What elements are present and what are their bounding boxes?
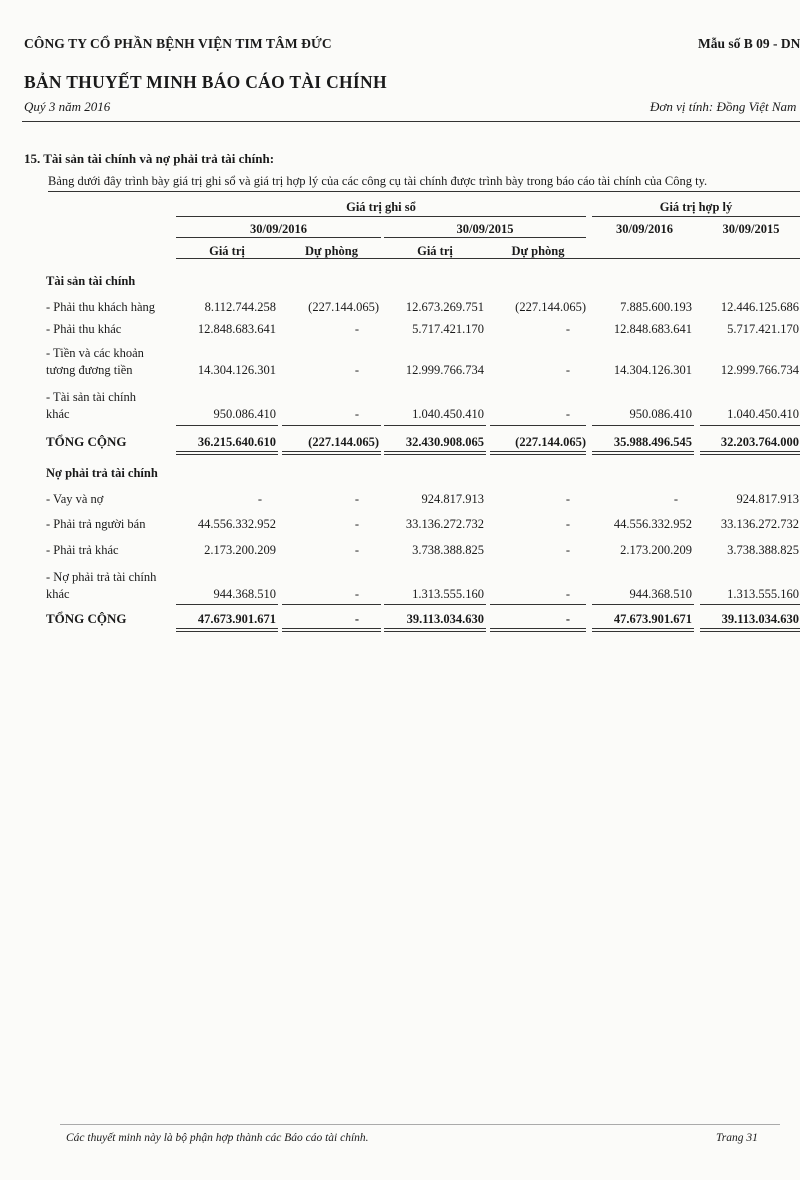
total-cell: 39.113.034.630 — [721, 612, 799, 626]
cell-value: 5.717.421.170 — [412, 322, 484, 336]
row-label: - Nợ phải trả tài chính — [46, 570, 157, 584]
total-double-rule — [282, 451, 381, 452]
total-cell: 47.673.901.671 — [197, 612, 276, 626]
cell-value: 14.304.126.301 — [613, 363, 692, 377]
cell-value: - — [565, 322, 570, 336]
cell-value: - — [354, 543, 359, 557]
total-double-rule — [384, 631, 486, 632]
date-2016-underline — [176, 237, 381, 238]
cell-value: 44.556.332.952 — [613, 517, 692, 531]
assets-group-title: Tài sản tài chính — [46, 274, 136, 288]
total-double-rule — [700, 451, 800, 452]
cell-value: 7.885.600.193 — [620, 300, 692, 314]
subtotal-rule — [592, 604, 694, 605]
header-date-2015: 30/09/2015 — [456, 222, 514, 236]
cell-value: 44.556.332.952 — [197, 517, 276, 531]
subtotal-rule — [700, 425, 800, 426]
page-number: Trang 31 — [716, 1132, 758, 1144]
header-fair-value: Giá trị hợp lý — [659, 200, 733, 214]
header-fair-date-2016: 30/09/2016 — [616, 222, 673, 236]
cell-value: - — [565, 517, 570, 531]
report-period: Quý 3 năm 2016 — [24, 99, 111, 114]
carrying-underline — [176, 216, 586, 217]
column-header-underline — [176, 258, 800, 259]
total-cell: 39.113.034.630 — [406, 612, 484, 626]
cell-value: 2.173.200.209 — [204, 543, 276, 557]
total-cell: - — [565, 612, 570, 626]
header-col-provision-2015: Dự phòng — [511, 244, 565, 258]
cell-value: - — [354, 407, 359, 421]
cell-value: - — [565, 492, 570, 506]
cell-value: 12.848.683.641 — [613, 322, 692, 336]
total-double-rule — [700, 628, 800, 629]
total-double-rule — [384, 628, 486, 629]
cell-value: 14.304.126.301 — [197, 363, 276, 377]
cell-value: 12.673.269.751 — [405, 300, 484, 314]
header-date-2016: 30/09/2016 — [250, 222, 307, 236]
row-label: - Tiền và các khoản — [46, 346, 144, 360]
cell-value: 1.040.450.410 — [412, 407, 484, 421]
total-double-rule — [176, 628, 278, 629]
cell-value: - — [354, 363, 359, 377]
subtotal-rule — [384, 604, 486, 605]
cell-value: 12.848.683.641 — [197, 322, 276, 336]
total-double-rule — [384, 451, 486, 452]
total-double-rule — [700, 454, 800, 455]
section-title: 15. Tài sản tài chính và nợ phải trả tài chính: — [24, 151, 275, 166]
total-cell: 36.215.640.610 — [197, 435, 276, 449]
liabilities-total-label: TỔNG CỘNG — [46, 611, 127, 626]
cell-value: (227.144.065) — [308, 300, 379, 314]
total-double-rule — [490, 628, 586, 629]
cell-value: 1.313.555.160 — [727, 587, 799, 601]
total-double-rule — [700, 631, 800, 632]
total-cell: 32.203.764.000 — [720, 435, 799, 449]
section-description: Bảng dưới đây trình bày giá trị ghi sổ và giá trị hợp lý của các công cụ tài chính được trình bày trong báo cáo tài chính của Công ty. — [48, 174, 708, 188]
row-label-cont: tương đương tiền — [46, 363, 133, 377]
total-double-rule — [592, 631, 694, 632]
fair-underline — [592, 216, 800, 217]
cell-value: 3.738.388.825 — [412, 543, 484, 557]
cell-value: - — [565, 363, 570, 377]
cell-value: 924.817.913 — [421, 492, 484, 506]
cell-value: - — [673, 492, 678, 506]
assets-total-label: TỔNG CỘNG — [46, 434, 127, 449]
currency-unit: Đơn vị tính: Đồng Việt Nam — [650, 99, 797, 114]
cell-value: 8.112.744.258 — [204, 300, 276, 314]
total-double-rule — [176, 454, 278, 455]
row-label: - Vay và nợ — [46, 492, 104, 506]
row-label: - Phải trả người bán — [46, 517, 146, 531]
total-cell: 35.988.496.545 — [613, 435, 692, 449]
row-label: - Phải thu khác — [46, 322, 122, 336]
header-col-value-2016: Giá trị — [209, 244, 245, 258]
subtotal-rule — [176, 604, 278, 605]
cell-value: 1.040.450.410 — [727, 407, 799, 421]
total-cell: 47.673.901.671 — [613, 612, 692, 626]
header-fair-date-2015: 30/09/2015 — [722, 222, 780, 236]
cell-value: - — [565, 407, 570, 421]
form-number: Mẫu số B 09 - DN — [698, 36, 800, 51]
cell-value: - — [354, 517, 359, 531]
cell-value: - — [354, 492, 359, 506]
total-cell: (227.144.065) — [308, 435, 379, 449]
total-double-rule — [490, 451, 586, 452]
total-cell: - — [354, 612, 359, 626]
total-double-rule — [592, 628, 694, 629]
subtotal-rule — [490, 604, 586, 605]
header-col-value-2015: Giá trị — [417, 244, 453, 258]
header-col-provision-2016: Dự phòng — [304, 244, 358, 258]
cell-value: 5.717.421.170 — [727, 322, 799, 336]
cell-value: - — [354, 322, 359, 336]
row-label-cont: khác — [46, 587, 70, 601]
total-double-rule — [384, 454, 486, 455]
liabilities-group-title: Nợ phải trả tài chính — [46, 466, 158, 480]
total-double-rule — [282, 628, 381, 629]
cell-value: (227.144.065) — [515, 300, 586, 314]
total-double-rule — [490, 631, 586, 632]
total-double-rule — [176, 451, 278, 452]
cell-value: 950.086.410 — [213, 407, 276, 421]
footer-divider — [60, 1124, 780, 1125]
subtotal-rule — [490, 425, 586, 426]
cell-value: - — [565, 543, 570, 557]
total-double-rule — [282, 454, 381, 455]
description-underline — [48, 191, 800, 192]
cell-value: - — [565, 587, 570, 601]
header-divider — [22, 121, 800, 122]
header-carrying-value: Giá trị ghi sổ — [346, 200, 416, 214]
cell-value: - — [257, 492, 262, 506]
total-double-rule — [592, 451, 694, 452]
total-double-rule — [282, 631, 381, 632]
cell-value: 3.738.388.825 — [727, 543, 799, 557]
cell-value: - — [354, 587, 359, 601]
total-cell: (227.144.065) — [515, 435, 586, 449]
date-2015-underline — [384, 237, 586, 238]
subtotal-rule — [592, 425, 694, 426]
cell-value: 950.086.410 — [629, 407, 692, 421]
subtotal-rule — [384, 425, 486, 426]
footer-note: Các thuyết minh này là bộ phận hợp thành các Báo cáo tài chính. — [66, 1132, 369, 1144]
cell-value: 33.136.272.732 — [405, 517, 484, 531]
row-label-cont: khác — [46, 407, 70, 421]
total-double-rule — [490, 454, 586, 455]
cell-value: 2.173.200.209 — [620, 543, 692, 557]
total-double-rule — [592, 454, 694, 455]
total-double-rule — [176, 631, 278, 632]
subtotal-rule — [700, 604, 800, 605]
subtotal-rule — [282, 425, 381, 426]
cell-value: 12.999.766.734 — [405, 363, 484, 377]
cell-value: 924.817.913 — [736, 492, 799, 506]
company-name: CÔNG TY CỔ PHẦN BỆNH VIỆN TIM TÂM ĐỨC — [24, 36, 332, 51]
row-label: - Tài sản tài chính — [46, 390, 137, 404]
cell-value: 944.368.510 — [213, 587, 276, 601]
subtotal-rule — [176, 425, 278, 426]
cell-value: 12.999.766.734 — [720, 363, 799, 377]
cell-value: 33.136.272.732 — [720, 517, 799, 531]
subtotal-rule — [282, 604, 381, 605]
total-cell: 32.430.908.065 — [405, 435, 484, 449]
row-label: - Phải trả khác — [46, 543, 119, 557]
cell-value: 1.313.555.160 — [412, 587, 484, 601]
cell-value: 12.446.125.686 — [720, 300, 799, 314]
cell-value: 944.368.510 — [629, 587, 692, 601]
row-label: - Phải thu khách hàng — [46, 300, 156, 314]
document-title: BẢN THUYẾT MINH BÁO CÁO TÀI CHÍNH — [24, 72, 387, 92]
